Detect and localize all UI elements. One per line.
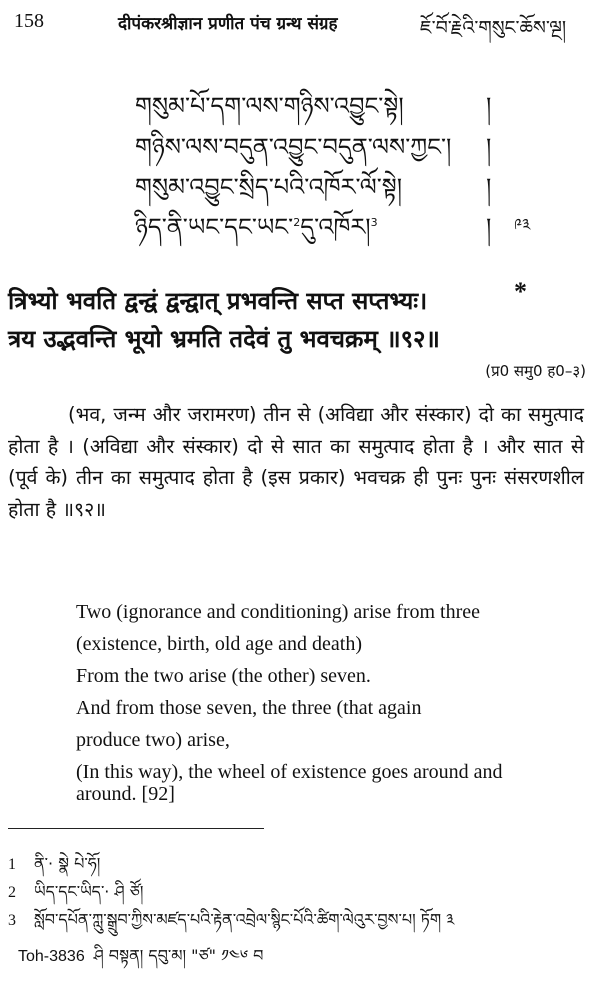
footnote-number: 1 bbox=[8, 856, 16, 873]
page-number: 158 bbox=[14, 10, 44, 32]
hindi-translation bbox=[8, 399, 584, 525]
tibetan-line-4 bbox=[135, 201, 378, 268]
sanskrit-line-2: त्रय उद्भवन्ति भूयो भ्रमति तदेवं तु भवचक्रम् ॥९२॥ bbox=[8, 325, 440, 353]
source-reference: (प्र0 समु0 ह0–३) bbox=[485, 362, 586, 380]
running-title-tibetan: ཇོ་བོ་རྗེའི་གསུང་ཆོས་ལྔ། bbox=[420, 17, 567, 39]
english-line-6: (In this way), the wheel of existence goes around and around. [92] bbox=[76, 761, 503, 805]
tibetan-line-1: གསུམ་པོ་དག་ལས་གཉིས་འབྱུང་སྟེ། bbox=[135, 92, 404, 120]
toh-label: Toh-3836 bbox=[18, 948, 85, 965]
footnote-divider bbox=[8, 828, 264, 829]
english-line-5: produce two) arise, bbox=[76, 729, 230, 751]
english-translation bbox=[76, 596, 516, 805]
footnote-text: སློབ་དཔོན་ཀླུ་སྒྲུབ་ཀྱིས་མཛད་པའི་རྟེན་འབྲེལ་སྙིང་པོའི་ཚིག་ལེའུར་བྱས་པ། ཏོག ༣ bbox=[34, 910, 455, 929]
tibetan-line-4-part-1: ཉིད་ནི་ཡང་དང་ཡང་ bbox=[135, 213, 294, 241]
toh-text: ཤི བསྟན། དབུ་མ། "ཙ" ༡༤༦ བ bbox=[93, 946, 264, 965]
hindi-paragraph: (भव, जन्म और जरामरण) तीन से (अविद्या और संस्कार) दो का समुत्पाद होता है । (अविद्या और संस्कार) दो से सात का समुत्पाद होता है । और सात से (पूर्व के) तीन का समुत्पाद होता है (इस प्रकार) भवचक्र ही पुनः पुनः संसरणशील होता है ॥९२॥ bbox=[8, 403, 584, 521]
english-line-4: And from those seven, the three (that again bbox=[76, 697, 422, 719]
footnote-text: ཡིད་དང་ཡིད་· ཤི ཙོ། bbox=[34, 882, 144, 901]
english-line-2: (existence, birth, old age and death) bbox=[76, 633, 362, 655]
tibetan-shad-3: ། bbox=[486, 173, 492, 201]
tibetan-line-3: གསུམ་འབྱུང་སྲིད་པའི་འཁོར་ལོ་སྟེ། bbox=[135, 173, 403, 201]
english-line-3: From the two arise (the other) seven. bbox=[76, 665, 371, 687]
tibetan-verse-number: ༩༣ bbox=[514, 215, 531, 234]
footnote-ref-3: 3 bbox=[370, 216, 378, 229]
footnote-number: 3 bbox=[8, 912, 16, 929]
tibetan-shad-1: ། bbox=[486, 92, 492, 120]
footnote-ref-2: 2 bbox=[293, 216, 301, 229]
footnote-text: ནི་· སྣེ པེ་ཧོ། bbox=[34, 854, 101, 873]
running-title: दीपंकरश्रीज्ञान प्रणीत पंच ग्रन्थ संग्रह bbox=[118, 14, 338, 34]
sanskrit-line-1: त्रिभ्यो भवति द्वन्द्वं द्वन्द्वात् प्रभवन्ति सप्त सप्तभ्यः। bbox=[8, 287, 428, 315]
tibetan-line-4-part-2: དུ་འཁོར། bbox=[300, 213, 371, 241]
tibetan-line-2: གཉིས་ལས་བདུན་འབྱུང་བདུན་ལས་ཀྱང་། bbox=[135, 133, 452, 161]
asterisk-marker: * bbox=[514, 277, 527, 306]
tibetan-shad-4: ། bbox=[486, 213, 492, 241]
toh-reference bbox=[18, 938, 263, 983]
english-line-1: Two (ignorance and conditioning) arise from three bbox=[76, 601, 481, 623]
tibetan-shad-2: ། bbox=[486, 133, 492, 161]
footnote-number: 2 bbox=[8, 884, 16, 901]
